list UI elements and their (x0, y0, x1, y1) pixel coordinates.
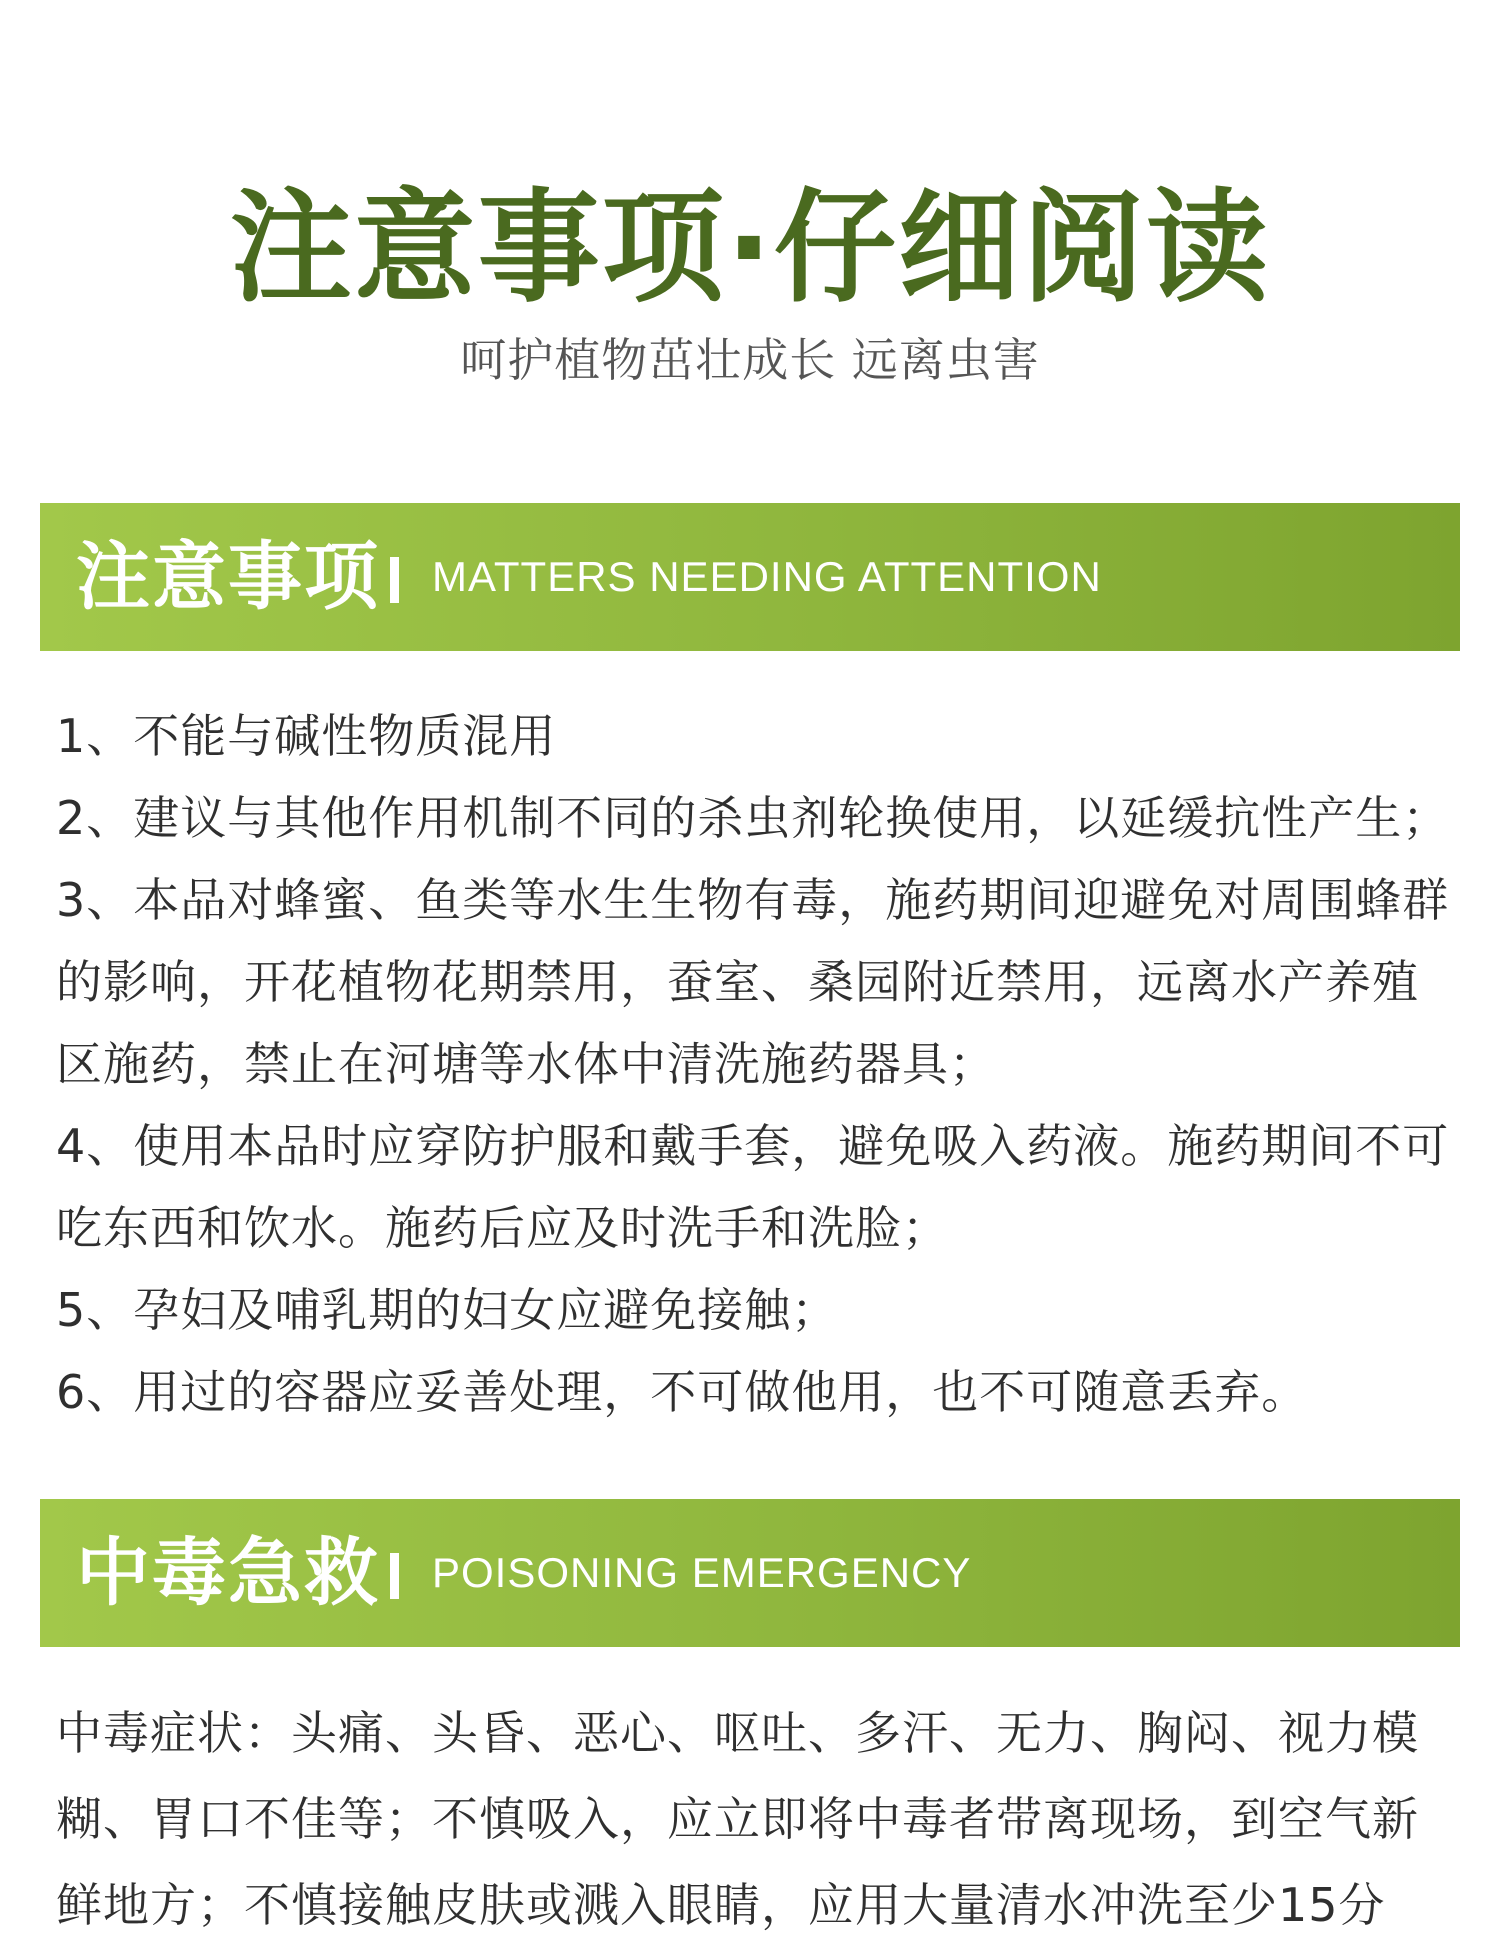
header-divider (390, 557, 399, 603)
attention-item: 2、建议与其他作用机制不同的杀虫剂轮换使用，以延缓抗性产生； (56, 791, 1450, 845)
page-title: 注意事项·仔细阅读 (229, 177, 1271, 319)
attention-en-title: MATTERS NEEDING ATTENTION (432, 553, 1102, 600)
attention-section-header (40, 503, 1460, 651)
attention-item: 3、本品对蜂蜜、鱼类等水生生物有毒，施药期间迎避免对周围蜂群的影响，开花植物花期禁用，蚕室、桑园附近禁用，远离水产养殖区施药，禁止在河塘等水体中清洗施药器具； (56, 873, 1450, 1091)
emergency-cn-title: 中毒急救 (76, 1530, 380, 1616)
emergency-section-header (40, 1499, 1460, 1647)
emergency-text: 中毒症状：头痛、头昏、恶心、呕吐、多汗、无力、胸闷、视力模糊、胃口不佳等；不慎吸入，应立即将中毒者带离现场，到空气新鲜地方；不慎接触皮肤或溅入眼睛，应用大量清水冲洗至少15分 (56, 1706, 1419, 1932)
emergency-en-title: POISONING EMERGENCY (432, 1549, 972, 1596)
page-subtitle: 呵护植物茁壮成长 远离虫害 (460, 333, 1040, 387)
attention-item: 5、孕妇及哺乳期的妇女应避免接触； (56, 1283, 839, 1337)
attention-cn-title: 注意事项 (76, 534, 380, 620)
hero-section (0, 0, 1500, 500)
attention-item: 4、使用本品时应穿防护服和戴手套，避免吸入药液。施药期间不可吃东西和饮水。施药后应及时洗手和洗脸； (56, 1119, 1450, 1255)
header-divider (390, 1553, 399, 1599)
attention-item: 6、用过的容器应妥善处理，不可做他用，也不可随意丢弃。 (56, 1365, 1309, 1419)
attention-item: 1、不能与碱性物质混用 (56, 709, 557, 763)
attention-list (56, 695, 1456, 1433)
